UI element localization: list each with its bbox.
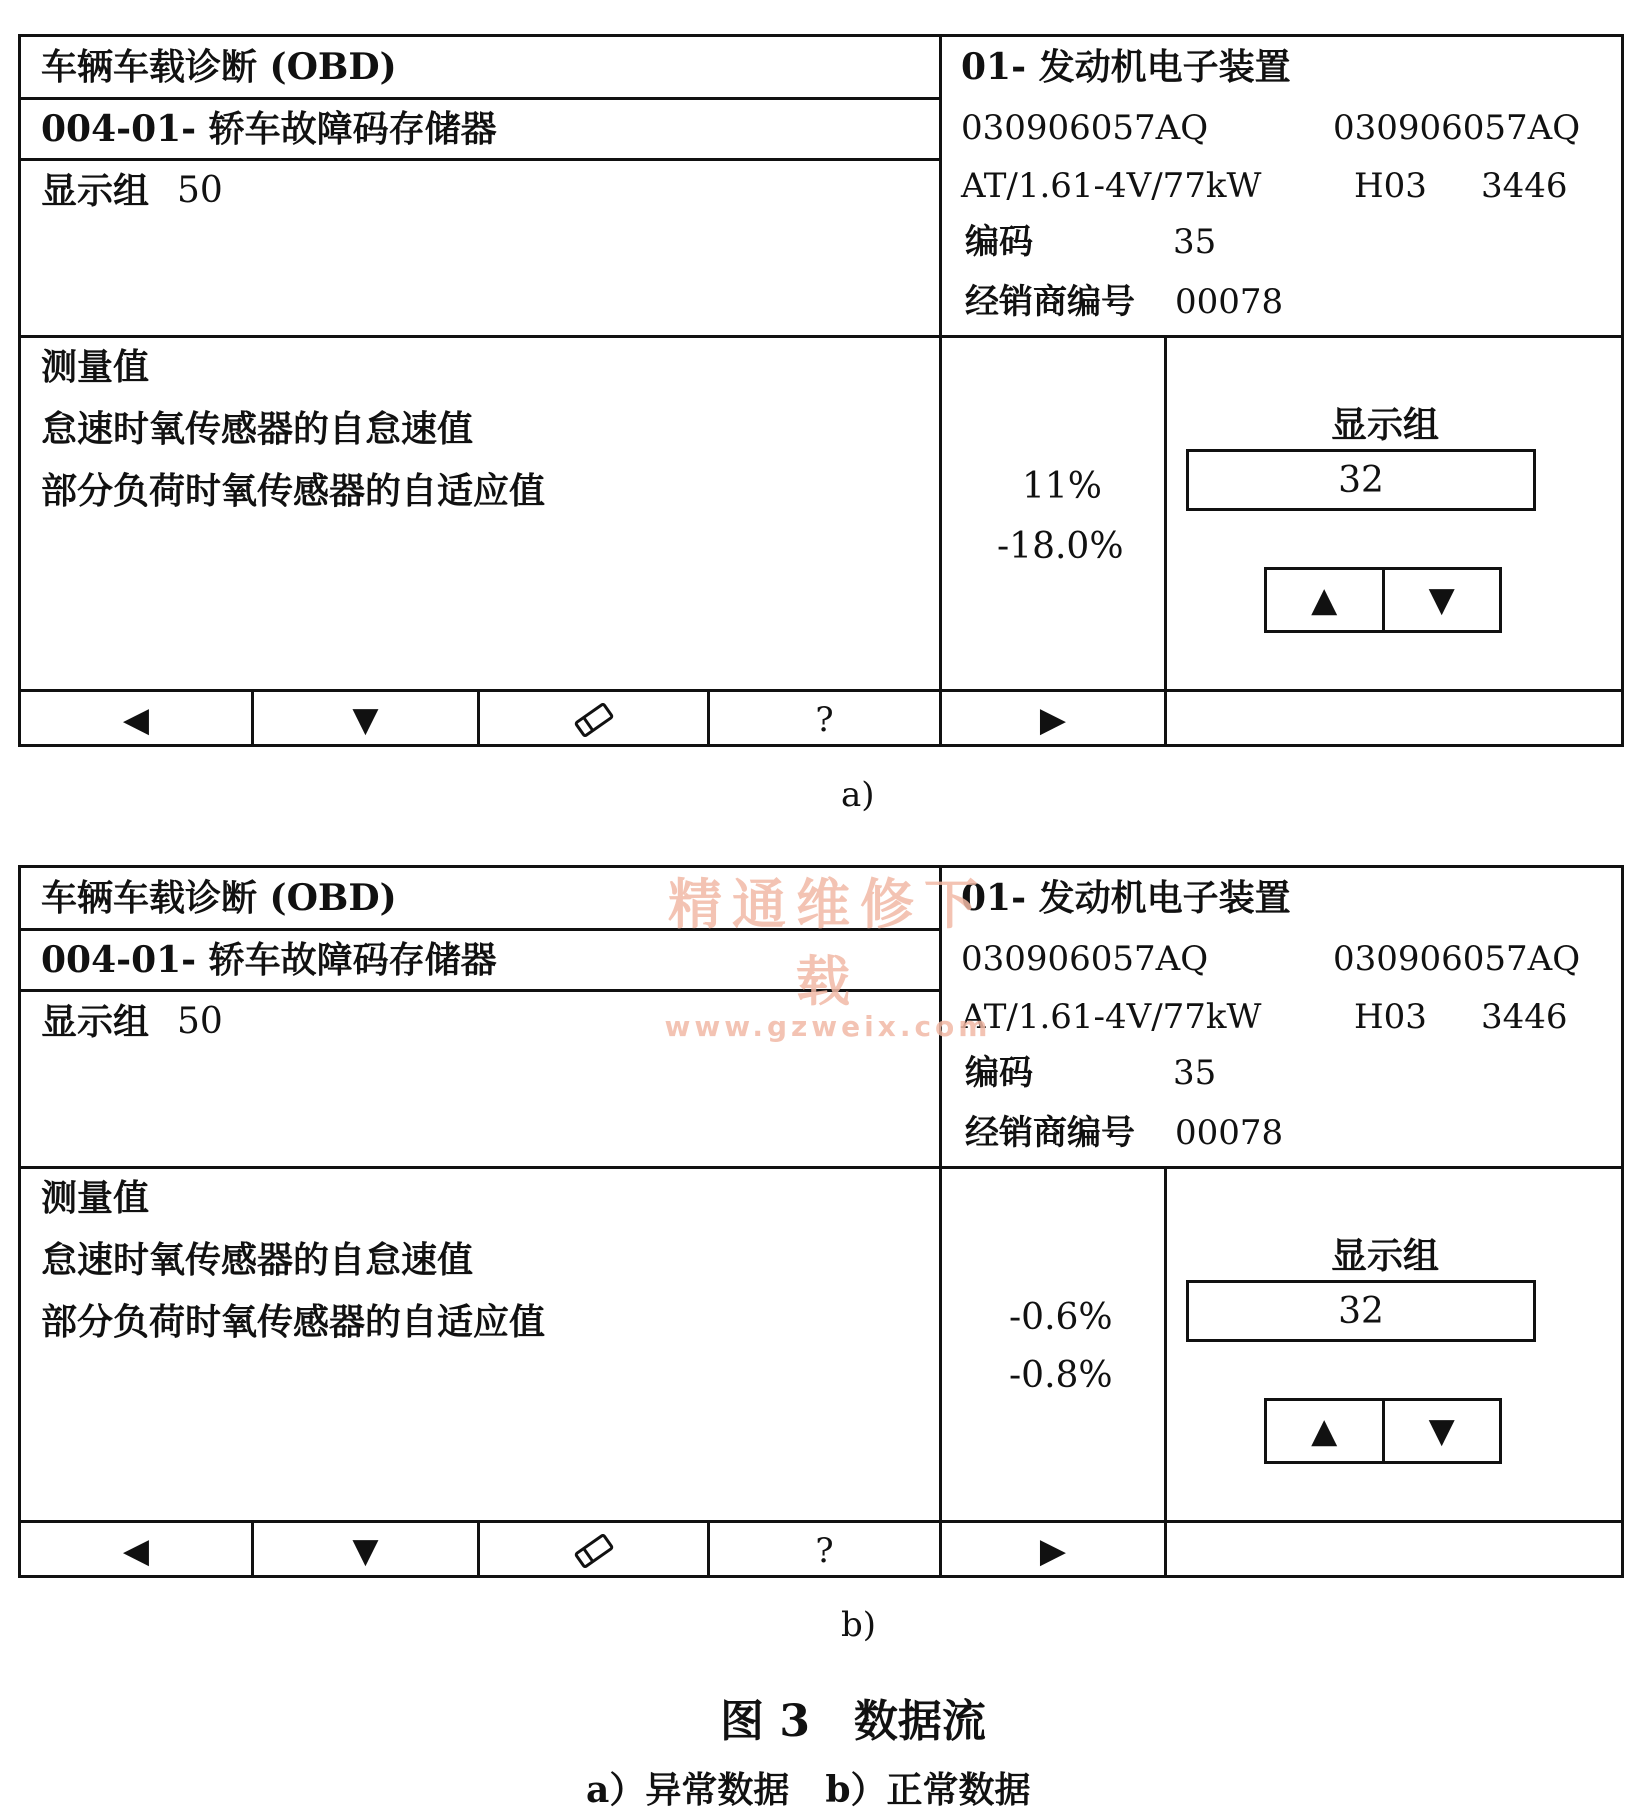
measure-heading: 测量值 (41, 1177, 150, 1219)
group-selector-input[interactable]: 32 (1186, 1280, 1536, 1342)
measure-row1-value: -0.6% (1009, 1297, 1113, 1338)
coding-label: 编码 (965, 1053, 1033, 1093)
ecu-engine: AT/1.61-4V/77kW (961, 166, 1262, 206)
measure-row2-label: 部分负荷时氧传感器的自适应值 (41, 470, 546, 512)
memory-label: 004-01- 轿车故障码存储器 (41, 108, 497, 150)
ecu-part-no-1: 030906057AQ (961, 939, 1209, 979)
dealer-value: 00078 (1175, 1113, 1284, 1153)
dealer-label: 经销商编号 (965, 1113, 1135, 1153)
ecu-name: 01- 发动机电子装置 (961, 877, 1291, 919)
measure-row2-value: -18.0% (997, 526, 1124, 567)
down-button[interactable]: ▼ (352, 1531, 379, 1571)
eraser-icon (571, 1531, 617, 1571)
measure-row2-label: 部分负荷时氧传感器的自适应值 (41, 1301, 546, 1343)
measure-row1-label: 怠速时氧传感器的自怠速值 (41, 1239, 474, 1281)
coding-label: 编码 (965, 222, 1033, 262)
help-button[interactable]: ? (815, 1531, 834, 1571)
ecu-name: 01- 发动机电子装置 (961, 46, 1291, 88)
group-down-button[interactable]: ▼ (1382, 570, 1500, 630)
group-up-button[interactable]: ▲ (1311, 580, 1338, 620)
measure-row1-value: 11% (1022, 466, 1103, 507)
forward-button[interactable]: ▶ (1039, 1531, 1067, 1571)
erase-button[interactable] (480, 691, 707, 749)
group-selector-label: 显示组 (1331, 404, 1440, 446)
panel-title: 车辆车载诊断 (OBD) (41, 877, 397, 919)
erase-button[interactable] (480, 1522, 707, 1580)
memory-label: 004-01- 轿车故障码存储器 (41, 939, 497, 981)
coding-value: 35 (1173, 222, 1217, 262)
dealer-label: 经销商编号 (965, 282, 1135, 322)
down-button[interactable]: ▼ (352, 700, 379, 740)
ecu-code-number: 3446 (1481, 997, 1568, 1037)
ecu-version: H03 (1354, 166, 1427, 206)
watermark (648, 862, 1008, 1043)
ecu-part-no-2: 030906057AQ (1333, 939, 1581, 979)
back-button[interactable]: ◀ (122, 1531, 150, 1571)
ecu-part-no-2: 030906057AQ (1333, 108, 1581, 148)
eraser-icon (571, 700, 617, 740)
display-group-label: 显示组 (41, 1001, 150, 1043)
group-selector-label: 显示组 (1331, 1235, 1440, 1277)
group-up-button[interactable]: ▲ (1311, 1411, 1338, 1451)
display-group-label: 显示组 (41, 170, 150, 212)
group-down-button[interactable]: ▼ (1382, 1401, 1500, 1461)
ecu-engine: AT/1.61-4V/77kW (961, 997, 1262, 1037)
help-button[interactable]: ? (815, 700, 834, 740)
panel-a-caption: a) (841, 775, 875, 815)
watermark-url: www.gzweix.com (664, 1010, 992, 1043)
figure-title: 图 3 数据流 (720, 1696, 986, 1747)
panel-b-caption: b) (841, 1605, 877, 1645)
group-selector-stepper (1264, 1398, 1502, 1464)
group-selector-input[interactable]: 32 (1186, 449, 1536, 511)
ecu-code-number: 3446 (1481, 166, 1568, 206)
figure-subtitle: a）异常数据 b）正常数据 (586, 1769, 1031, 1811)
back-button[interactable]: ◀ (122, 700, 150, 740)
coding-value: 35 (1173, 1053, 1217, 1093)
measure-row2-value: -0.8% (1009, 1355, 1113, 1396)
watermark-title: 精通维修下载 (668, 873, 988, 1013)
panel-title: 车辆车载诊断 (OBD) (41, 46, 397, 88)
group-selector-stepper (1264, 567, 1502, 633)
obd-panel-a (18, 34, 1624, 747)
measure-heading: 测量值 (41, 346, 150, 388)
display-group-value: 50 (177, 1001, 223, 1042)
ecu-part-no-1: 030906057AQ (961, 108, 1209, 148)
forward-button[interactable]: ▶ (1039, 700, 1067, 740)
dealer-value: 00078 (1175, 282, 1284, 322)
display-group-value: 50 (177, 170, 223, 211)
ecu-version: H03 (1354, 997, 1427, 1037)
measure-row1-label: 怠速时氧传感器的自怠速值 (41, 408, 474, 450)
